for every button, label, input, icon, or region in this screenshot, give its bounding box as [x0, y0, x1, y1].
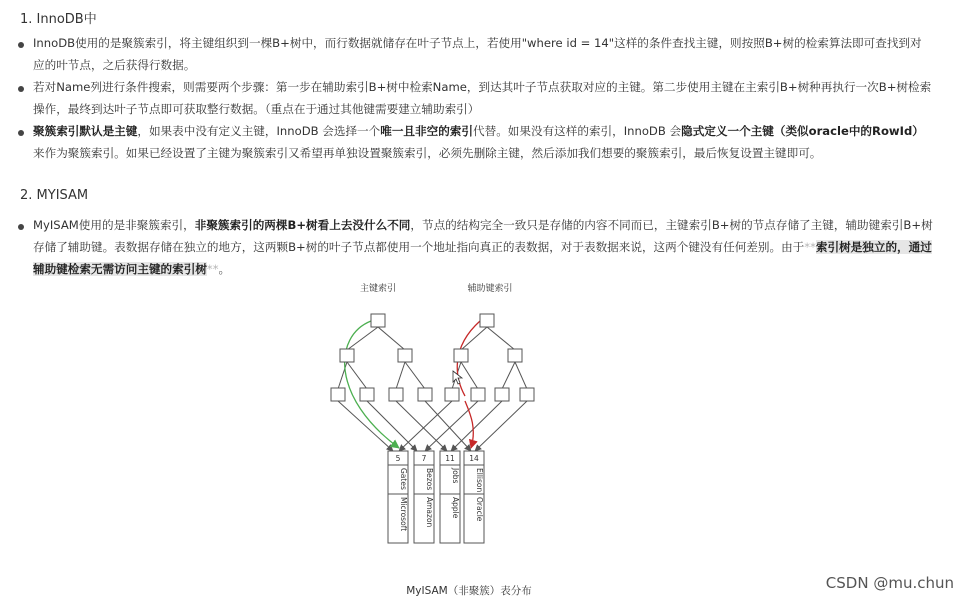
- paragraph-text: ，如果表中没有定义主键，InnoDB 会选择一个: [137, 124, 381, 138]
- record-row: [464, 451, 484, 543]
- paragraph-text: **: [206, 262, 219, 276]
- record-id: 11: [445, 454, 455, 463]
- record-id: 5: [395, 454, 401, 463]
- secondary-inner-node: [508, 349, 522, 362]
- record-company: Microsoft: [399, 497, 408, 532]
- figure-caption: MyISAM（非聚簇）表分布: [406, 585, 532, 597]
- secondary-leaf-node: [495, 388, 509, 401]
- record-name: Bezos: [425, 468, 434, 491]
- bold-text: 聚簇索引默认是主键: [33, 124, 138, 138]
- secondary-search-arrow: [457, 321, 480, 448]
- paragraph-text: **: [804, 240, 816, 254]
- record-name: Jobs: [451, 468, 460, 484]
- paragraph-text: InnoDB使用的是聚簇索引，将主键组织到一棵B+树中，而行数据就储存在叶子节点上，若使用"where id = 14"这样的条件查找主键，则按照B+树的检索算法即可查找到对应的叶节点，之后获得行数据。: [33, 36, 922, 72]
- secondary-root-node: [480, 314, 494, 327]
- primary-inner-node: [398, 349, 412, 362]
- paragraph-text: 若对Name列进行条件搜索，则需要两个步骤：第一步在辅助索引B+树中检索Name，到达其叶子节点获取对应的主键。第二步使用主键在主索引B+树种再执行一次B+树检索操作，最终到达叶子节点即可获取整行数据。（重点在于通过其他键需要建立辅助索引）: [33, 80, 932, 116]
- paragraph-text: 代替。如果没有这样的索引，InnoDB 会: [473, 124, 682, 138]
- secondary-leaf-node: [445, 388, 459, 401]
- paragraph-innodb-clustered: [33, 32, 933, 76]
- section2-heading: 2. MYISAM: [20, 188, 89, 203]
- record-name: Ellison: [475, 468, 484, 493]
- bold-text: 索引树是独立的，通过辅助键检索无需访问主键的索引树: [33, 240, 932, 276]
- record-company: Amazon: [425, 497, 434, 528]
- primary-index-label: 主键索引: [359, 284, 397, 294]
- record-row: [414, 451, 434, 543]
- section1-heading: 1. InnoDB中: [20, 12, 97, 27]
- paragraph-text: ，节点的结构完全一致只是存储的内容不同而已，主键索引B+树的节点存储了主键，辅助键索引B+树存储了辅助键。表数据存储在独立的地方，这两颗B+树的叶子节点都使用一个地址指向真正的表数据，对于表数据来说，这两个键没有任何差别。由于: [33, 218, 933, 254]
- record-row: [440, 451, 460, 543]
- table-records: [388, 451, 484, 543]
- primary-root-node: [371, 314, 385, 327]
- csdn-watermark: CSDN @mu.chun: [825, 574, 954, 592]
- bold-text: 隐式定义一个主键（类似oracle中的RowId）: [681, 124, 924, 138]
- myisam-index-diagram: [325, 278, 585, 548]
- record-id: 14: [469, 454, 479, 463]
- secondary-index-label: 辅助键索引: [467, 284, 513, 294]
- primary-inner-node: [340, 349, 354, 362]
- record-name: Gates: [399, 468, 408, 490]
- primary-leaf-node: [389, 388, 403, 401]
- primary-leaf-node: [360, 388, 374, 401]
- record-company: Oracle: [475, 497, 484, 522]
- paragraph-text: 来作为聚簇索引。如果已经设置了主键为聚簇索引又希望再单独设置聚簇索引，必须先删除主键，然后添加我们想要的聚簇索引，最后恢复设置主键即可。: [33, 146, 822, 160]
- paragraph-myisam-nonclustered: [33, 214, 933, 280]
- paragraph-default-primary-key: [33, 120, 933, 164]
- bullet-dot: [18, 86, 24, 92]
- bold-text: 非聚簇索引的两棵B+树看上去没什么不同: [194, 218, 411, 232]
- paragraph-secondary-search: [33, 76, 933, 120]
- primary-leaf-node: [331, 388, 345, 401]
- record-company: Apple: [451, 497, 460, 519]
- primary-leaf-node: [418, 388, 432, 401]
- paragraph-text: 。: [218, 262, 231, 276]
- secondary-leaf-node: [520, 388, 534, 401]
- secondary-leaf-node: [471, 388, 485, 401]
- bullet-dot: [18, 224, 24, 230]
- bold-text: 唯一且非空的索引: [380, 124, 473, 138]
- record-row: [388, 451, 408, 543]
- bullet-dot: [18, 42, 24, 48]
- primary-search-arrow: [345, 321, 399, 448]
- bullet-dot: [18, 130, 24, 136]
- paragraph-text: MyISAM使用的是非聚簇索引，: [33, 218, 195, 232]
- secondary-inner-node: [454, 349, 468, 362]
- record-id: 7: [421, 454, 427, 463]
